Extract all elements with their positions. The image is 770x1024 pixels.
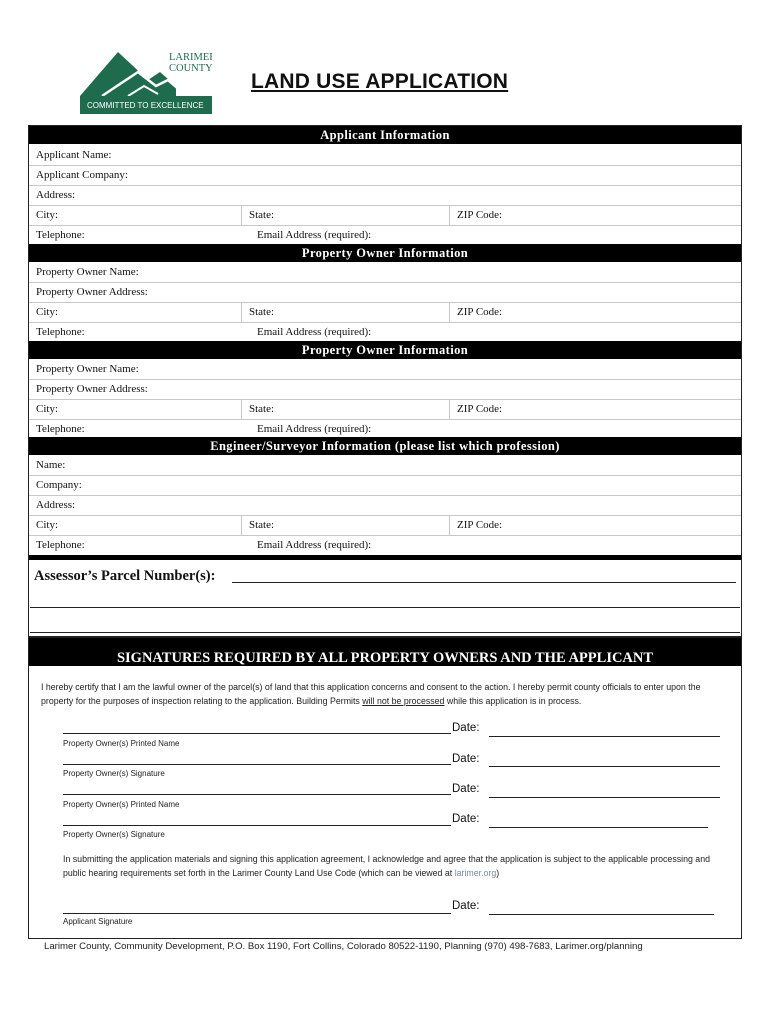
date-field-applicant[interactable] [489,914,714,915]
footer-contact: Larimer County, Community Development, P.O. Box 1190, Fort Collins, Colorado 80522-1190, Planning (970) 498-7683, Larimer.org/planning [44,941,643,952]
field-engineer-company[interactable] [29,475,741,496]
field-label: Telephone: [36,539,85,551]
date-label: Date: [452,900,480,912]
section-header-applicant: Applicant Information [29,126,741,144]
field-label: ZIP Code: [457,403,503,415]
field-owner1-name[interactable] [29,262,741,283]
section-header-owner-2: Property Owner Information [29,341,741,359]
logo-line1: LARIMER [169,52,212,63]
section-header-owner-1: Property Owner Information [29,244,741,262]
signatures-section [28,637,742,939]
date-field-3[interactable] [489,797,720,798]
field-engineer-phone-email[interactable] [29,535,741,555]
field-applicant-name[interactable] [29,145,741,166]
field-label: Property Owner Address: [36,286,148,298]
field-label: ZIP Code: [457,519,503,531]
field-label: State: [249,209,275,221]
application-form [28,125,742,637]
field-engineer-city-state-zip[interactable] [29,515,741,536]
date-field-1[interactable] [489,736,720,737]
caption-printed-name: Property Owner(s) Printed Name [63,800,180,809]
owner-printed-name-line-1[interactable] [63,733,451,734]
field-label: City: [36,306,59,318]
owner-signature-line-2[interactable] [63,825,451,826]
field-label: Address: [36,499,76,511]
date-label: Date: [452,783,480,795]
date-label: Date: [452,813,480,825]
field-owner1-address[interactable] [29,282,741,303]
parcel-number-label: Assessor’s Parcel Number(s): [34,568,216,584]
applicant-signature-line[interactable] [63,913,451,914]
field-owner2-phone-email[interactable] [29,419,741,439]
larimer-county-logo [78,46,212,116]
field-label: Address: [36,189,76,201]
certification-text: I hereby certify that I am the lawful owner of the parcel(s) of land that this application concerns and consent to the action. I hereby permit county officials to enter upon the property for the purposes of inspection relating to the application. Building Permits will not be processed while this application is in process. [41,682,701,706]
field-label: City: [36,403,59,415]
parcel-number-line-3[interactable] [30,632,740,633]
field-engineer-name[interactable] [29,455,741,476]
field-applicant-phone-email[interactable] [29,225,741,245]
parcel-number-line-2[interactable] [30,607,740,608]
caption-applicant-signature: Applicant Signature [63,917,133,926]
field-label: Email Address (required): [257,229,372,241]
larimer-link[interactable]: larimer.org [454,868,497,878]
caption-signature: Property Owner(s) Signature [63,769,165,778]
field-label: City: [36,519,59,531]
field-label: ZIP Code: [457,306,503,318]
owner-printed-name-line-2[interactable] [63,794,451,795]
field-engineer-address[interactable] [29,495,741,516]
field-applicant-city-state-zip[interactable] [29,205,741,226]
field-label: Name: [36,459,66,471]
field-label: City: [36,209,59,221]
field-label: ZIP Code: [457,209,503,221]
logo-tagline: COMMITTED TO EXCELLENCE [87,101,204,110]
field-owner2-address[interactable] [29,379,741,400]
field-applicant-address[interactable] [29,185,741,206]
acknowledgement-text: In submitting the application materials and signing this application agreement, I acknowledge and agree that the application is subject to the applicable processing and public hearing requirements set forth in the Larimer County Land Use Code (which can be viewed at larimer.org) [63,854,710,878]
field-label: State: [249,403,275,415]
field-label: Telephone: [36,423,85,435]
date-field-2[interactable] [489,766,720,767]
page-title: LAND USE APPLICATION [251,70,509,93]
caption-printed-name: Property Owner(s) Printed Name [63,739,180,748]
field-owner2-city-state-zip[interactable] [29,399,741,420]
field-label: State: [249,519,275,531]
section-divider [29,555,741,560]
field-owner2-name[interactable] [29,359,741,380]
field-owner1-phone-email[interactable] [29,322,741,342]
field-label: Email Address (required): [257,423,372,435]
logo-line2: COUNTY [169,63,212,74]
field-owner1-city-state-zip[interactable] [29,302,741,323]
field-label: Email Address (required): [257,539,372,551]
signatures-header: SIGNATURES REQUIRED BY ALL PROPERTY OWNERS AND THE APPLICANT [29,638,741,666]
field-label: Company: [36,479,82,491]
field-applicant-company[interactable] [29,165,741,186]
date-field-4[interactable] [489,827,708,828]
field-label: Property Owner Name: [36,363,139,375]
field-label: Telephone: [36,326,85,338]
field-label: Property Owner Address: [36,383,148,395]
field-label: State: [249,306,275,318]
section-header-engineer: Engineer/Surveyor Information (please list which profession) [29,437,741,455]
date-label: Date: [452,753,480,765]
owner-signature-line-1[interactable] [63,764,451,765]
field-label: Telephone: [36,229,85,241]
parcel-number-field[interactable] [232,582,736,583]
field-label: Applicant Company: [36,169,128,181]
field-label: Email Address (required): [257,326,372,338]
date-label: Date: [452,722,480,734]
field-label: Applicant Name: [36,149,112,161]
caption-signature: Property Owner(s) Signature [63,830,165,839]
field-label: Property Owner Name: [36,266,139,278]
